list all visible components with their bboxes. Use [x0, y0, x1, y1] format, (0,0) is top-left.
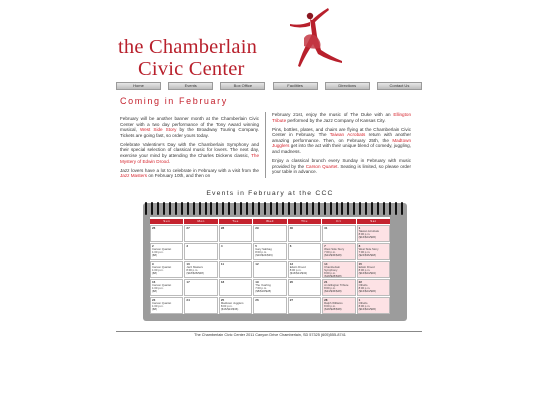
binding-ring [276, 202, 278, 215]
day-number: 3 [186, 243, 189, 248]
calendar-day-cell [253, 225, 286, 242]
binding-ring [264, 202, 266, 215]
calendar-day-cell[interactable] [357, 279, 390, 296]
dancer-icon [284, 6, 346, 82]
calendar-day-cell[interactable] [322, 297, 355, 314]
binding-ring [383, 202, 385, 215]
binding-ring [246, 202, 248, 215]
weekday-tue: Tue [219, 219, 252, 224]
binding-ring [347, 202, 349, 215]
day-number: 25 [220, 297, 225, 302]
binding-ring [163, 202, 165, 215]
text: return with another amazing performance. Then, on February 25th, the [272, 132, 411, 143]
calendar-day-cell [184, 243, 217, 260]
day-number: 15 [358, 261, 362, 266]
calendar-day-cell [288, 297, 321, 314]
link-ellington-tribute[interactable]: Ellington Tribute [272, 112, 411, 123]
nav-box-office[interactable]: Box Office [220, 82, 265, 90]
day-number: 1 [358, 225, 361, 230]
link-west-side-story[interactable]: West Side Story [139, 127, 177, 133]
event-listing: Othello 8:00 p.m. ($16/$24/$36) [358, 300, 376, 311]
intro-paragraph [272, 112, 411, 123]
binding-ring [341, 202, 343, 215]
nav-directions[interactable]: Directions [325, 82, 370, 90]
day-number: 20 [289, 279, 294, 284]
calendar-day-cell[interactable] [357, 225, 390, 242]
day-number: 7 [324, 243, 326, 248]
event-listing: Chamberlain Symphony 8:00 p.m. ($18/$28/$38) [324, 264, 342, 278]
binding-ring [300, 202, 302, 215]
calendar-day-cell[interactable] [150, 261, 183, 278]
intro-column-right [272, 112, 411, 178]
footer-divider [116, 331, 422, 332]
calendar-day-cell [219, 243, 252, 260]
calendar-day-cell[interactable] [357, 243, 390, 260]
column-divider [265, 112, 266, 178]
day-number: 16 [152, 279, 156, 284]
binding-ring [157, 202, 159, 215]
site-title-line1: the Chamberlain [118, 36, 258, 58]
weekday-thu: Thu [288, 219, 321, 224]
calendar-day-cell [150, 225, 183, 242]
calendar-day-cell[interactable] [322, 279, 355, 296]
binding-ring [169, 202, 171, 215]
binding-ring [181, 202, 183, 215]
calendar-day-cell[interactable] [219, 297, 252, 314]
intro-column-left [120, 116, 259, 182]
nav-events[interactable]: Events [168, 82, 213, 90]
calendar-day-cell[interactable] [253, 243, 286, 260]
link-madtown-jugglers[interactable]: Madtown Jugglers [272, 137, 411, 149]
binding-ring [324, 202, 326, 215]
event-listing: Edwin Drood 8:00 p.m. ($16/$24/$32) [358, 264, 376, 275]
link-edwin-drood[interactable]: The Mystery of Edwin Drood [120, 153, 259, 164]
event-listing: The Yearling 7:00 p.m. ($8/$18/$28) [255, 282, 272, 293]
calendar-day-cell[interactable] [288, 261, 321, 278]
day-number: 29 [255, 225, 259, 230]
calendar-grid [150, 225, 390, 314]
text: Celebrate Valentine's Day with the Chamberlain Symphony and their special selection of classical music for lovers. The next day, exercise your mind by attending the Charles Dickens classic, [120, 141, 259, 159]
day-number: 23 [152, 297, 156, 302]
calendar-day-cell [184, 297, 217, 314]
text: performed by the Jazz Company of Kansas City. [286, 117, 386, 123]
binding-ring [240, 202, 242, 215]
binding-ring [199, 202, 201, 215]
binding-ring [151, 202, 153, 215]
binding-ring [145, 202, 147, 215]
day-number: 26 [152, 225, 156, 230]
day-number: 14 [324, 261, 328, 266]
binding-ring [318, 202, 320, 215]
event-listing: West Side Story 7:00 p.m. ($24/$36/$48) [324, 246, 345, 257]
day-number: 13 [289, 261, 294, 266]
calendar-day-cell [219, 279, 252, 296]
link-taiwan-acrobats[interactable]: Taiwan Acrobats [329, 132, 366, 138]
binding-ring [389, 202, 391, 215]
footer-address: The Chamberlain Civic Center 2011 Canyon Drive Chamberlain, SD 57325 (605)555-8741 [194, 333, 346, 337]
day-number: 26 [255, 297, 259, 302]
binding-ring [187, 202, 189, 215]
binding-ring [258, 202, 260, 215]
nav-home[interactable]: Home [116, 82, 161, 90]
day-number: 5 [255, 243, 257, 248]
day-number: 12 [255, 261, 259, 266]
weekday-sun: Sun [150, 219, 183, 224]
binding-ring [193, 202, 195, 215]
day-number: 18 [220, 279, 225, 284]
calendar-binding-rings [145, 202, 403, 216]
binding-ring [222, 202, 224, 215]
site-header [116, 4, 426, 82]
binding-ring [353, 202, 355, 215]
binding-ring [210, 202, 212, 215]
day-number: 31 [324, 225, 328, 230]
event-listing: Carson Quartet 1:00 p.m. ($8) [152, 246, 172, 257]
text: by the Broadway Touring Company. Tickets are going fast, so order yours today. [120, 127, 260, 138]
binding-ring [371, 202, 373, 215]
text: February 21st, enjoy the music of The Duke with an [272, 112, 394, 117]
day-number: 1 [358, 297, 361, 302]
binding-ring [228, 202, 230, 215]
event-listing: Madtown Jugglers 8:00 p.m. ($16/$24/$36) [220, 300, 244, 311]
day-number: 2 [152, 243, 154, 248]
weekday-mon: Mon [184, 219, 217, 224]
weekday-wed: Wed [253, 219, 286, 224]
calendar-day-cell[interactable] [184, 261, 217, 278]
binding-ring [306, 202, 308, 215]
day-number: 28 [324, 297, 328, 302]
event-listing: Carson Quartet 1:00 p.m. ($8) [152, 264, 172, 275]
nav-facilities[interactable]: Facilities [273, 82, 318, 90]
calendar-day-cell [184, 225, 217, 242]
weekday-sat: Sat [357, 219, 390, 224]
intro-paragraph [120, 142, 259, 164]
section-heading: Coming in February [120, 96, 228, 106]
binding-ring [252, 202, 254, 215]
intro-paragraph [272, 158, 411, 175]
day-number: 9 [152, 261, 154, 266]
calendar-day-cell[interactable] [253, 279, 286, 296]
calendar-day-cell [288, 243, 321, 260]
day-number: 4 [220, 243, 223, 248]
calendar-day-cell[interactable] [150, 243, 183, 260]
calendar-day-cell [219, 261, 252, 278]
main-nav [116, 82, 422, 90]
day-number: 30 [289, 225, 294, 230]
day-number: 24 [186, 297, 190, 302]
calendar-day-cell[interactable] [150, 279, 183, 296]
day-number: 11 [220, 261, 225, 266]
binding-ring [288, 202, 290, 215]
binding-ring [395, 202, 397, 215]
event-listing: West Side Story 7:00 p.m. ($24/$36/$48) [358, 246, 379, 257]
day-number: 8 [358, 243, 361, 248]
day-number: 21 [324, 279, 328, 284]
calendar-day-cell [184, 279, 217, 296]
text: Enjoy a classical brunch every Sunday in February with music provided by the [272, 158, 411, 169]
link-jazz-masters[interactable]: Jazz Masters [120, 173, 148, 179]
calendar-day-cell [253, 297, 286, 314]
calendar-day-cell[interactable] [357, 297, 390, 314]
link-carson-quartet[interactable]: Carson Quartet [305, 163, 338, 169]
binding-ring [294, 202, 296, 215]
event-listing: Edwin Drood 8:00 p.m. ($16/$24/$32) [289, 264, 308, 275]
calendar-day-cell[interactable] [150, 297, 183, 314]
binding-ring [365, 202, 367, 215]
text: on February 10th, and then on [147, 173, 211, 179]
binding-ring [270, 202, 272, 215]
text: . Seating is limited, so please order your table in advance. [272, 163, 411, 175]
nav-contact-us[interactable]: Contact Us [377, 82, 422, 90]
text: Pins, bottles, plates, and chairs are flying at the Chamberlain Civic Center in February. The [272, 126, 411, 138]
day-number: 27 [186, 225, 190, 230]
site-title-line2: Civic Center [138, 58, 245, 80]
binding-ring [312, 202, 314, 215]
binding-ring [336, 202, 338, 215]
calendar-weekday-header [150, 219, 390, 224]
text: Jazz lovers have a lot to celebrate in February with a visit from the [120, 167, 259, 173]
calendar-day-cell [288, 225, 321, 242]
event-listing: Ralph Williams 8:00 p.m. ($18/$28/$38) [324, 300, 343, 311]
site-title[interactable] [118, 36, 257, 80]
intro-paragraph [272, 127, 411, 155]
event-listing: Taiwan Acrobats 8:00 p.m. ($16/$24/$36) [358, 228, 379, 239]
binding-ring [205, 202, 207, 215]
calendar-day-cell[interactable] [322, 243, 355, 260]
binding-ring [359, 202, 361, 215]
binding-ring [282, 202, 284, 215]
day-number: 19 [255, 279, 259, 284]
text: . [168, 158, 171, 164]
text: February will be another banner month at the Chamberlain Civic Center with a two day performance of the Tony Award winning musical, [120, 116, 259, 133]
day-number: 17 [186, 279, 190, 284]
event-listing: Carson Quartet 1:00 p.m. ($8) [152, 300, 172, 311]
event-listing: Jazz Masters 8:00 p.m. ($18/$28/$38) [186, 264, 204, 275]
calendar-day-cell[interactable] [357, 261, 390, 278]
calendar-day-cell [322, 225, 355, 242]
binding-ring [377, 202, 379, 215]
weekday-fri: Fri [322, 219, 355, 224]
binding-ring [401, 202, 403, 215]
calendar-day-cell [219, 225, 252, 242]
binding-ring [330, 202, 332, 215]
day-number: 10 [186, 261, 190, 266]
calendar-title: Events in February at the CCC [206, 190, 334, 197]
calendar-day-cell[interactable] [322, 261, 355, 278]
event-listing: Othello 8:00 p.m. ($16/$24/$36) [358, 282, 376, 293]
intro-paragraph [120, 168, 259, 179]
day-number: 27 [289, 297, 294, 302]
binding-ring [175, 202, 177, 215]
intro-paragraph [120, 116, 259, 138]
day-number: 22 [358, 279, 362, 284]
day-number: 6 [289, 243, 292, 248]
calendar-day-cell [288, 279, 321, 296]
event-listing: Gary Sabbag 8:00 p.m. ($16/$24/$36) [255, 246, 273, 257]
day-number: 28 [220, 225, 225, 230]
event-listing: Carson Quartet 1:00 p.m. ($8) [152, 282, 172, 293]
text: get into the act with their unique blend of comedy, juggling, and madness. [272, 143, 411, 155]
binding-ring [234, 202, 236, 215]
calendar-day-cell [253, 261, 286, 278]
event-listing: An Ellington Tribute 8:00 p.m. ($24/$36/$48) [324, 282, 349, 293]
binding-ring [216, 202, 218, 215]
